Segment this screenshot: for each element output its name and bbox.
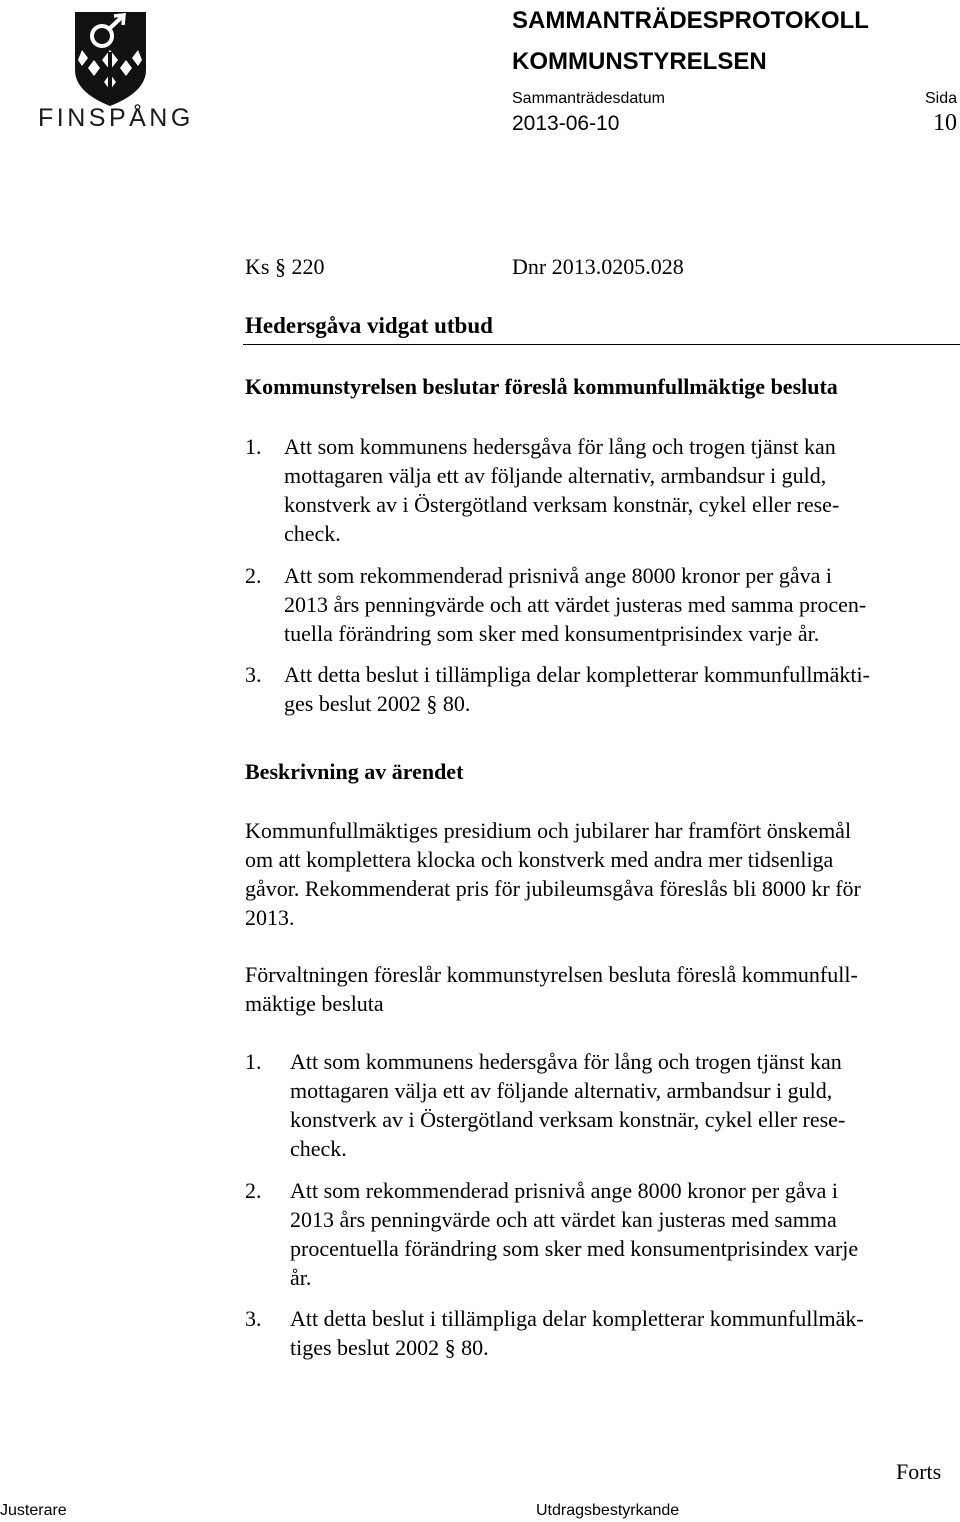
case-paragraph-number: Ks § 220 [245,254,325,279]
proposal-item-line: procentuella förändring som sker med konsumentprisindex varje [290,1236,859,1261]
decision-item-line: tuella förändring som sker med konsumentprisindex varje år. [284,621,820,646]
continued-marker: Forts [896,1459,942,1484]
decision-item-number: 3. [245,662,262,687]
page-label: Sida [925,90,958,107]
proposal-item-line: konstverk av i Östergötland verksam konstnär, cykel eller rese- [290,1107,846,1132]
protocol-title: SAMMANTRÄDESPROTOKOLL [512,7,869,34]
paragraph-line: Förvaltningen föreslår kommunstyrelsen besluta föreslå kommunfull- [245,962,858,987]
coat-of-arms-icon [38,10,183,110]
decision-item-line: Att detta beslut i tillämpliga delar kompletterar kommunfullmäkti- [284,662,870,687]
decision-item-line: Att som kommunens hedersgåva för lång och trogen tjänst kan [284,434,836,459]
decision-item-number: 1. [245,434,262,459]
decision-item-line: konstverk av i Östergötland verksam konstnär, cykel eller rese- [284,492,840,517]
proposal-item-line: Att som kommunens hedersgåva för lång och trogen tjänst kan [290,1049,842,1074]
proposal-item-line: tiges beslut 2002 § 80. [290,1335,489,1360]
case-heading: Hedersgåva vidgat utbud [245,313,493,338]
decision-item-line: Att som rekommenderad prisnivå ange 8000 kronor per gåva i [284,563,833,588]
description-heading: Beskrivning av ärendet [245,759,464,784]
paragraph-line: Kommunfullmäktiges presidium och jubilarer har framfört önskemål [245,818,852,843]
paragraph-line: gåvor. Rekommenderat pris för jubileumsgåva föreslås bli 8000 kr för [245,876,861,901]
proposal-item-number: 1. [245,1049,262,1074]
paragraph-line: om att komplettera klocka och konstverk med andra mer tidsenliga [245,847,834,872]
decision-item-number: 2. [245,563,262,588]
decision-intro: Kommunstyrelsen beslutar föreslå kommunfullmäktige besluta [245,374,838,399]
paragraph-line: mäktige besluta [245,991,384,1016]
meeting-date: 2013-06-10 [512,112,620,135]
proposal-item-line: Att som rekommenderad prisnivå ange 8000 kronor per gåva i [290,1178,839,1203]
meeting-date-label: Sammanträdesdatum [512,90,665,107]
paragraph-line: 2013. [245,905,295,930]
decision-item-line: ges beslut 2002 § 80. [284,691,471,716]
proposal-item-line: Att detta beslut i tillämpliga delar kompletterar kommunfullmäk- [290,1306,864,1331]
proposal-item-number: 2. [245,1178,262,1203]
decision-item-line: mottagaren välja ett av följande alternativ, armbandsur i guld, [284,463,827,488]
decision-item-line: check. [284,521,341,546]
decision-item-line: 2013 års penningvärde och att värdet justeras med samma procen- [284,592,867,617]
proposal-item-number: 3. [245,1306,262,1331]
proposal-item-line: check. [290,1136,347,1161]
proposal-item-line: år. [290,1265,312,1290]
certification-label: Utdragsbestyrkande [536,1502,680,1519]
case-diary-number: Dnr 2013.0205.028 [512,254,684,279]
heading-divider [243,344,960,345]
proposal-item-line: 2013 års penningvärde och att värdet kan justeras med samma [290,1207,837,1232]
organization-name: KOMMUNSTYRELSEN [512,48,767,75]
logo-wordmark: FINSPÅNG [38,104,194,132]
adjuster-label: Justerare [0,1502,67,1519]
page-number: 10 [933,110,957,136]
proposal-item-line: mottagaren välja ett av följande alternativ, armbandsur i guld, [290,1078,833,1103]
